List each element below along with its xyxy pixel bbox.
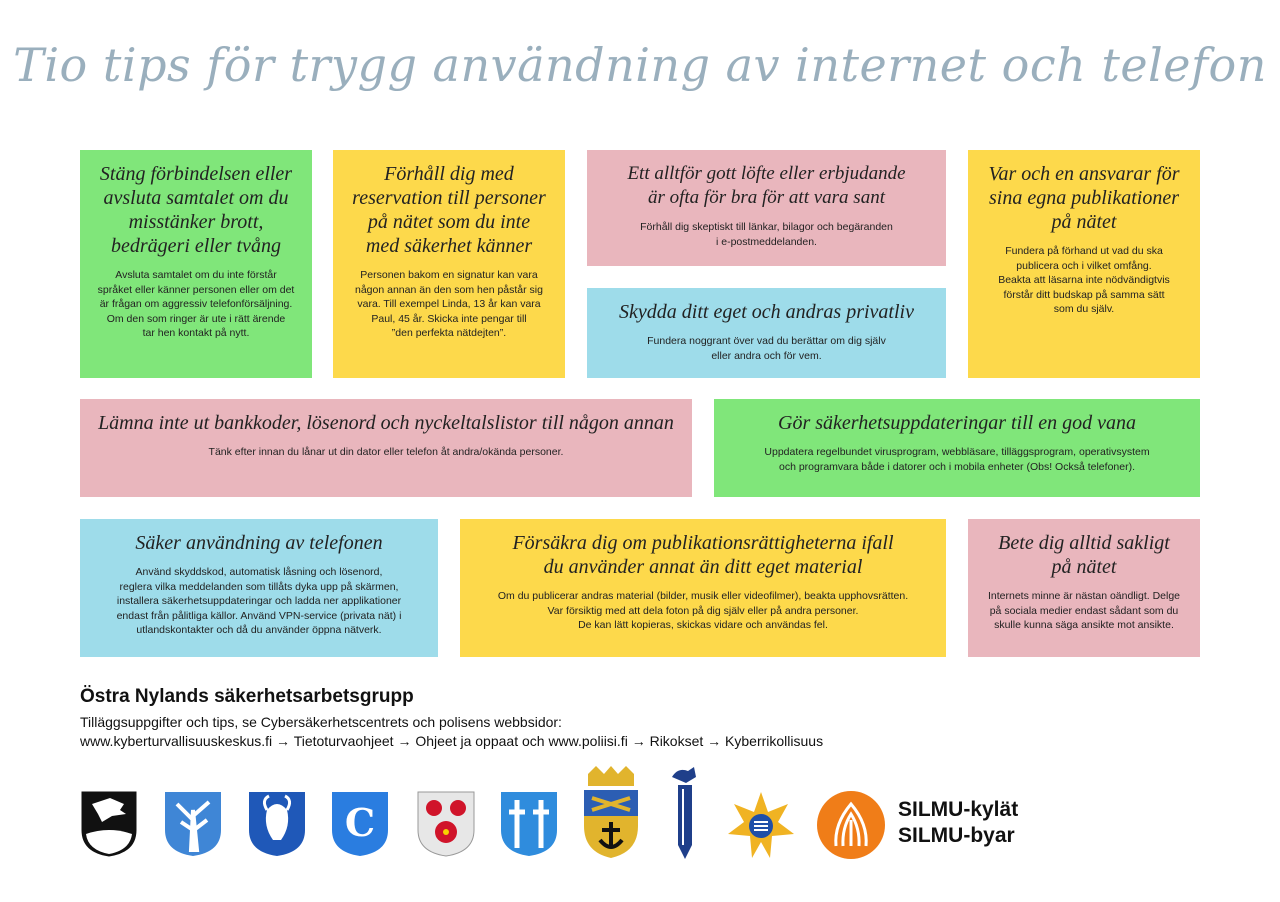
tip-text: Fundera på förhand ut vad du ska publicera och i vilket omfång. Beakta att läsarna inte nödvändigtvis förstår ditt budskap på samma sätt som du själv. bbox=[998, 245, 1170, 315]
silmu-logo-text: SILMU-kylät SILMU-byar bbox=[898, 798, 1019, 847]
tip-heading: Försäkra dig om publikationsrättigheterna ifall du använder annat än ditt eget material bbox=[512, 532, 894, 578]
tip-text: Avsluta samtalet om du inte förstår språket eller känner personen eller om det är frågan om aggressiv telefonförsäljning. Om den som ringer är ute i rätt ärende tar hen kontakt på nytt. bbox=[97, 269, 295, 339]
tip-box-5 bbox=[968, 150, 1200, 378]
organization-name: Östra Nylands säkerhetsarbetsgrupp bbox=[80, 686, 414, 707]
tip-heading: Gör säkerhetsuppdateringar till en god vana bbox=[778, 412, 1136, 434]
tip-text: Tänk efter innan du lånar ut din dator eller telefon åt andra/okända personer. bbox=[208, 446, 564, 458]
svg-text:C: C bbox=[344, 800, 376, 845]
tip-box-3 bbox=[587, 150, 946, 266]
page-title: Tio tips för trygg användning av internet och telefon bbox=[13, 38, 1267, 92]
tip-heading: Stäng förbindelsen eller avsluta samtalet om du misstänker brott, bedrägeri eller tvång bbox=[99, 163, 293, 257]
tip-text: Förhåll dig skeptiskt till länkar, bilagor och begäranden i e-postmeddelanden. bbox=[640, 221, 893, 248]
tip-box-1 bbox=[80, 150, 312, 378]
tip-text: Använd skyddskod, automatisk låsning och lösenord, reglera vilka meddelanden som tillåts dyka upp på skärmen, installera säkerhetsuppdateringar och ladda ner applikationer endast från pålitliga källor. Använd VPN-service (privata nät) i utlandskontakter och då du använder öppna nätverk. bbox=[116, 566, 402, 636]
sword-emblem-icon bbox=[664, 765, 704, 861]
goat-coat-of-arms-icon bbox=[247, 790, 307, 858]
tip-heading: Säker användning av telefonen bbox=[135, 532, 383, 554]
police-star-emblem-icon bbox=[726, 790, 796, 860]
tip-box-9 bbox=[460, 519, 946, 657]
roses-coat-of-arms-icon bbox=[416, 790, 476, 858]
tip-box-8 bbox=[80, 519, 438, 657]
tip-text: Om du publicerar andras material (bilder, musik eller videofilmer), beakta upphovsrätten. Var försiktig med att dela foton på dig själv eller på andra personer. De kan lätt kopieras, skickas vidare och användas fel. bbox=[497, 590, 909, 631]
tip-heading: Var och en ansvarar för sina egna publikationer på nätet bbox=[988, 163, 1180, 233]
tip-text: Internets minne är nästan oändligt. Delge på sociala medier endast sådant som du skulle kunna säga ansikte mot ansikte. bbox=[987, 590, 1181, 631]
tip-heading: Ett alltför gott löfte eller erbjudande är ofta för bra för att vara sant bbox=[627, 163, 906, 208]
tip-text: Personen bakom en signatur kan vara någon annan än den som hen påstår sig vara. Till exempel Linda, 13 år kan vara Paul, 45 år. Skicka inte pengar till ”den perfekta nätdejten”. bbox=[355, 269, 543, 339]
silmu-logo-icon bbox=[816, 790, 886, 860]
crosses-coat-of-arms-icon bbox=[499, 790, 559, 858]
letter-c-coat-of-arms-icon bbox=[330, 790, 390, 858]
tip-box-6 bbox=[80, 399, 692, 497]
tip-text: Uppdatera regelbundet virusprogram, webbläsare, tilläggsprogram, operativsystem och programvara både i datorer och i mobila enheter (Obs! Också telefoner). bbox=[764, 446, 1150, 473]
tip-box-4 bbox=[587, 288, 946, 378]
tip-heading: Förhåll dig med reservation till personer på nätet som du inte med säkerhet känner bbox=[352, 163, 546, 257]
tip-box-10 bbox=[968, 519, 1200, 657]
tip-heading: Skydda ditt eget och andras privatliv bbox=[619, 301, 914, 323]
tree-coat-of-arms-icon bbox=[163, 790, 223, 858]
footer-info-line: Tilläggsuppgifter och tips, se Cybersäkerhetscentrets och polisens webbsidor: bbox=[80, 714, 562, 730]
footer-links-line: www.kyberturvallisuuskeskus.fi → Tietoturvaohjeet → Ohjeet ja oppaat och www.poliisi.fi → Rikokset → Kyberrikollisuus bbox=[80, 733, 824, 749]
crown-anchor-coat-of-arms-icon bbox=[580, 764, 642, 860]
tip-box-2 bbox=[333, 150, 565, 378]
tip-box-7 bbox=[714, 399, 1200, 497]
tip-heading: Bete dig alltid sakligt på nätet bbox=[998, 532, 1170, 578]
tip-heading: Lämna inte ut bankkoder, lösenord och nyckeltalslistor till någon annan bbox=[98, 412, 674, 434]
tip-text: Fundera noggrant över vad du berättar om dig själv eller andra och för vem. bbox=[647, 335, 886, 362]
wolf-coat-of-arms-icon bbox=[80, 790, 138, 858]
